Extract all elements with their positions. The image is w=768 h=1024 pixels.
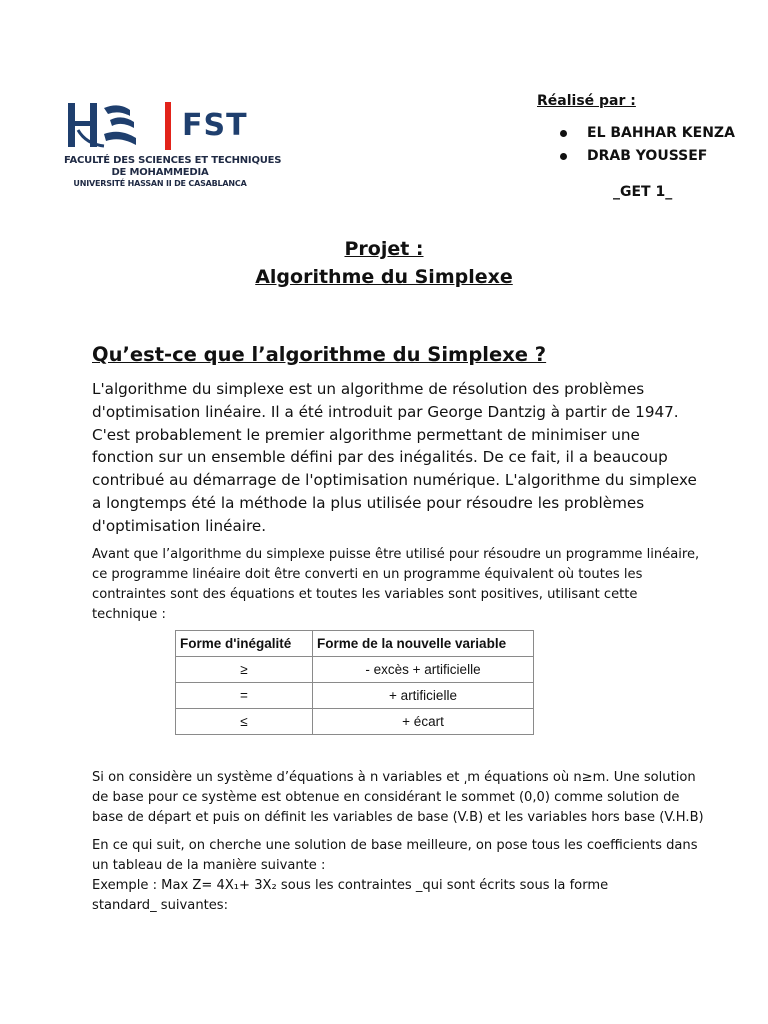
basic-solution-paragraph: [92, 768, 712, 828]
example-paragraph: [92, 836, 712, 916]
paragraph-line: fonction sur un ensemble défini par des inégalités. De ce fait, il a beaucoup: [92, 448, 668, 467]
paragraph-line: ce programme linéaire doit être converti en un programme équivalent où toutes les: [92, 567, 643, 582]
table-header-cell: Forme d'inégalité: [176, 631, 313, 657]
paragraph-line: Si on considère un système d’équations à n variables et ͵m équations où n≥m. Une solution: [92, 770, 696, 785]
paragraph-line: d'optimisation linéaire.: [92, 516, 267, 535]
paragraph-line: contribué au démarrage de l'optimisation numérique. L'algorithme du simplexe: [92, 471, 697, 490]
bullet-icon: [560, 130, 567, 137]
conversion-paragraph: [92, 545, 712, 625]
group-label: _GET 1_: [613, 184, 673, 200]
author-item: [560, 148, 707, 164]
logo-city-line: DE MOHAMMEDIA: [111, 167, 209, 178]
paragraph-line: C'est probablement le premier algorithme permettant de minimiser une: [92, 425, 640, 444]
logo-university-line: UNIVERSITÉ HASSAN II DE CASABLANCA: [73, 179, 247, 188]
author-item: [560, 125, 735, 141]
table-row: [176, 709, 534, 735]
table-row: [176, 657, 534, 683]
table-header-row: [176, 631, 534, 657]
table-cell: ≥: [176, 657, 313, 683]
paragraph-line: un tableau de la manière suivante :: [92, 858, 326, 873]
table-cell: + artificielle: [313, 683, 534, 709]
paragraph-line: technique :: [92, 607, 166, 622]
fst-brand-text: FST: [182, 108, 248, 143]
paragraph-line: L'algorithme du simplexe est un algorithme de résolution des problèmes: [92, 380, 645, 398]
project-label: Projet :: [344, 238, 424, 260]
intro-paragraph: [92, 378, 697, 538]
table-row: [176, 683, 534, 709]
paragraph-line: de base pour ce système est obtenue en considérant le sommet (0,0) comme solution de: [92, 790, 680, 805]
table-cell: + écart: [313, 709, 534, 735]
author-name: EL BAHHAR KENZA: [587, 125, 735, 141]
section-heading: Qu’est-ce que l’algorithme du Simplexe ?: [92, 343, 547, 366]
paragraph-line: a longtemps été la méthode la plus utilisée pour résoudre les problèmes: [92, 493, 645, 512]
paragraph-line: Avant que l’algorithme du simplexe puisse être utilisé pour résoudre un programme linéaire,: [92, 547, 700, 562]
paragraph-line: standard_ suivantes:: [92, 898, 229, 913]
table-header-cell: Forme de la nouvelle variable: [313, 631, 534, 657]
paragraph-line: base de départ et puis on définit les variables de base (V.B) et les variables hors base (V.H.B): [92, 810, 704, 825]
bullet-icon: [560, 153, 567, 160]
author-name: DRAB YOUSSEF: [587, 148, 708, 164]
university-logo: [64, 100, 282, 192]
table-cell: ≤: [176, 709, 313, 735]
paragraph-line: Exemple : Max Z= 4X₁+ 3X₂ sous les contraintes _qui sont écrits sous la forme: [92, 878, 609, 893]
project-title: Algorithme du Simplexe: [255, 266, 513, 288]
credits-label: Réalisé par :: [537, 93, 636, 109]
logo-faculty-line: FACULTÉ DES SCIENCES ET TECHNIQUES: [64, 155, 282, 166]
paragraph-line: d'optimisation linéaire. Il a été introduit par George Dantzig à partir de 1947.: [92, 402, 679, 421]
conversion-table: [175, 630, 534, 735]
paragraph-line: En ce qui suit, on cherche une solution de base meilleure, on pose tous les coefficients dans: [92, 838, 698, 853]
table-cell: =: [176, 683, 313, 709]
table-cell: - excès + artificielle: [313, 657, 534, 683]
paragraph-line: contraintes sont des équations et toutes les variables sont positives, utilisant cette: [92, 587, 638, 602]
